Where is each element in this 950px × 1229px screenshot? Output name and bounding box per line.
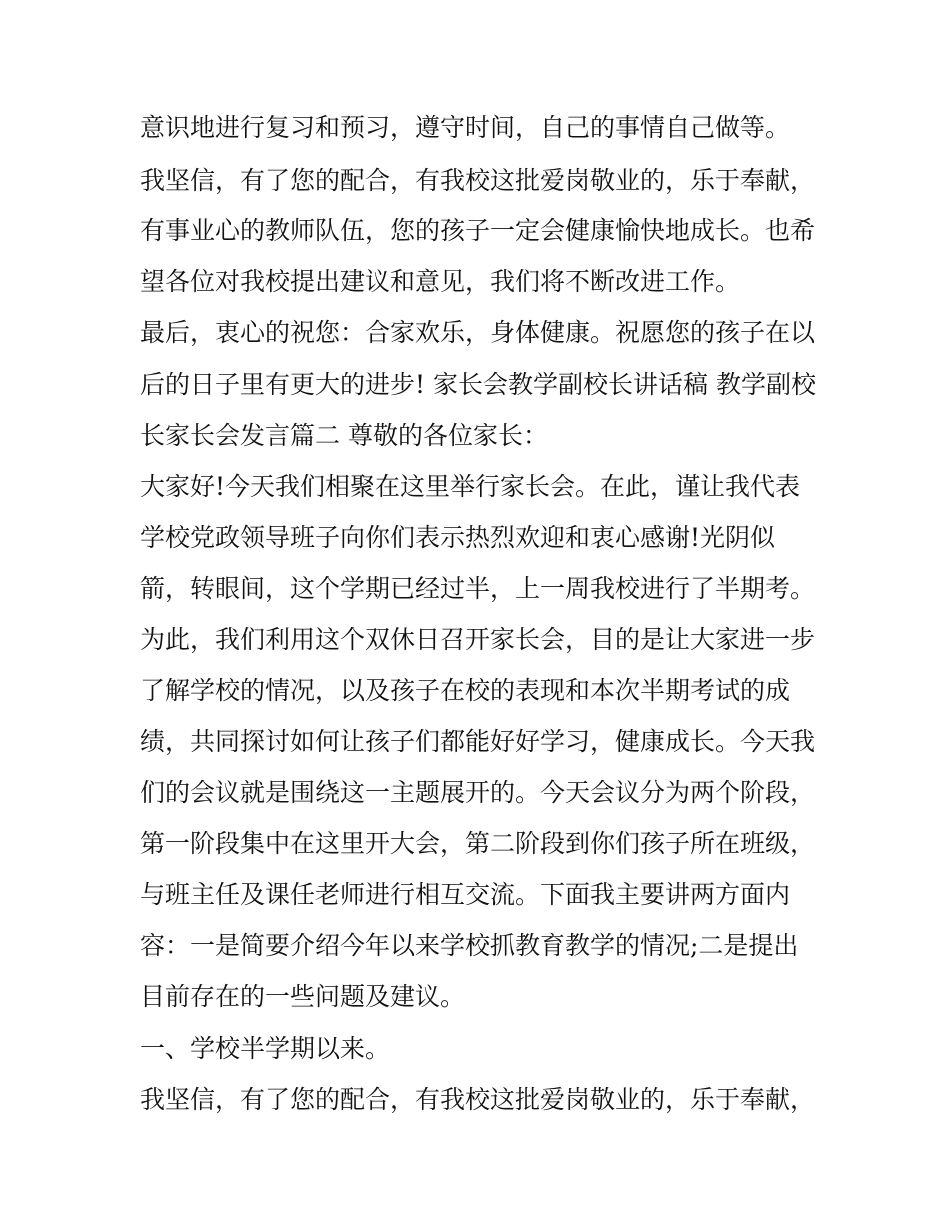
text-line: 后的日子里有更大的进步! 家长会教学副校长讲话稿 教学副校 <box>140 370 816 399</box>
text-line: 箭，转眼间，这个学期已经过半，上一周我校进行了半期考。 <box>140 574 816 603</box>
text-line: 学校党政领导班子向你们表示热烈欢迎和衷心感谢!光阴似 <box>140 523 776 552</box>
text-line: 们的会议就是围绕这一主题展开的。今天会议分为两个阶段， <box>140 778 816 807</box>
text-line: 目前存在的一些问题及建议。 <box>140 982 466 1011</box>
section-heading: 一、学校半学期以来。 <box>140 1034 391 1063</box>
text-line: 最后，衷心的祝您：合家欢乐，身体健康。祝愿您的孩子在以 <box>140 318 816 347</box>
text-line: 意识地进行复习和预习，遵守时间，自己的事情自己做等。 <box>140 113 791 142</box>
text-line: 与班主任及课任老师进行相互交流。下面我主要讲两方面内 <box>140 880 791 909</box>
text-line: 长家长会发言篇二 尊敬的各位家长： <box>140 421 548 450</box>
text-line: 望各位对我校提出建议和意见，我们将不断改进工作。 <box>140 267 741 296</box>
text-line: 了解学校的情况，以及孩子在校的表现和本次半期考试的成 <box>140 676 791 705</box>
text-line: 第一阶段集中在这里开大会，第二阶段到你们孩子所在班级， <box>140 829 816 858</box>
text-line: 我坚信，有了您的配合，有我校这批爱岗敬业的，乐于奉献， <box>140 166 816 195</box>
text-line: 绩，共同探讨如何让孩子们都能好好学习，健康成长。今天我 <box>140 727 816 756</box>
text-line: 为此，我们利用这个双休日召开家长会，目的是让大家进一步 <box>140 625 816 654</box>
text-line: 我坚信，有了您的配合，有我校这批爱岗敬业的，乐于奉献， <box>140 1085 816 1114</box>
text-line: 容：一是简要介绍今年以来学校抓教育教学的情况;二是提出 <box>140 931 799 960</box>
text-line: 有事业心的教师队伍，您的孩子一定会健康愉快地成长。也希 <box>140 216 816 245</box>
text-line: 大家好!今天我们相聚在这里举行家长会。在此，谨让我代表 <box>140 472 801 501</box>
